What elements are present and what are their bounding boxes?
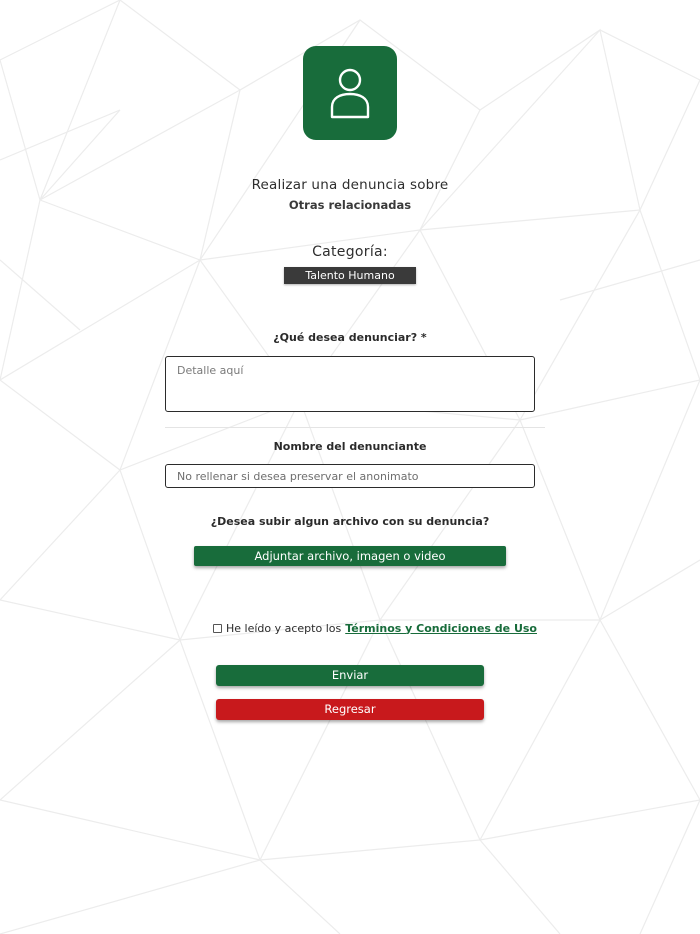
attach-file-button[interactable]: Adjuntar archivo, imagen o video — [194, 546, 506, 566]
page-title: Realizar una denuncia sobre — [251, 177, 449, 193]
section-divider — [165, 427, 545, 428]
app-icon-tile — [303, 46, 397, 140]
upload-question-label: ¿Desea subir algun archivo con su denuncia? — [210, 515, 490, 528]
terms-link[interactable]: Términos y Condiciones de Uso — [345, 621, 537, 635]
terms-checkbox[interactable] — [213, 624, 222, 633]
user-icon — [328, 65, 372, 121]
terms-row — [213, 621, 537, 635]
category-label: Categoría: — [312, 244, 388, 260]
send-button[interactable]: Enviar — [216, 665, 484, 686]
reporter-name-input[interactable] — [165, 464, 535, 488]
category-badge: Talento Humano — [284, 267, 416, 284]
terms-text: He leído y acepto los — [226, 621, 342, 635]
back-button[interactable]: Regresar — [216, 699, 484, 720]
reporter-name-label: Nombre del denunciante — [273, 440, 427, 453]
complaint-textarea[interactable] — [165, 356, 535, 412]
page-subtitle: Otras relacionadas — [288, 198, 412, 212]
complaint-label: ¿Qué desea denunciar? * — [273, 331, 427, 344]
